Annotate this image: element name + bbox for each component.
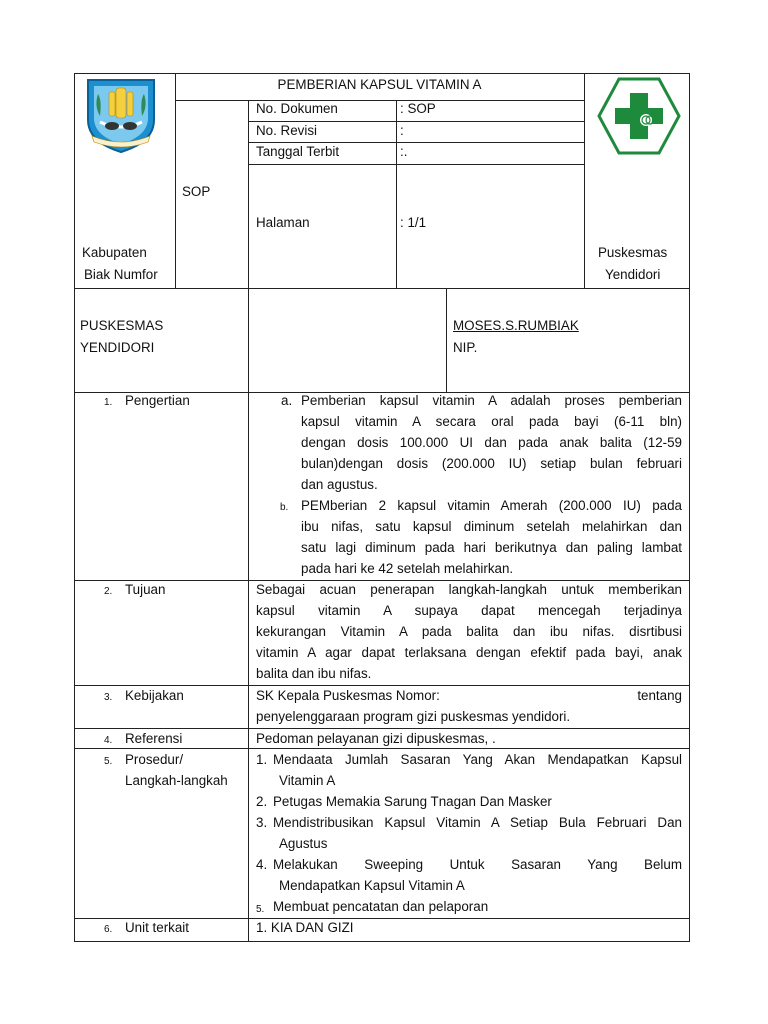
document-title: PEMBERIAN KAPSUL VITAMIN A [277, 77, 482, 92]
puskesmas-caption-2: Yendidori [605, 267, 661, 282]
section-5-label-2: Langkah-langkah [125, 773, 228, 788]
tujuan-line-5: balita dan ibu nifas. [256, 666, 372, 681]
halaman-value: : 1/1 [400, 215, 427, 230]
pengertian-b-line-3: satu lagi diminum pada hari berikutnya dan paling lambat [301, 540, 682, 555]
pengertian-a-line-3: dengan dosis 100.000 UI dan pada anak balita (12-59 [301, 435, 682, 450]
kebijakan-line-2: penyelenggaraan program gizi puskesmas yendidori. [256, 709, 571, 724]
section-6-number: 6. [104, 924, 113, 935]
kebijakan-line-1-left: SK Kepala Puskesmas Nomor: [256, 688, 440, 703]
prosedur-item-2-line-1: Petugas Memakia Sarung Tnagan Dan Masker [273, 794, 552, 809]
pengertian-a-line-5: dan agustus. [301, 477, 378, 492]
prosedur-item-4-number: 4. [256, 857, 268, 872]
section-5-number: 5. [104, 756, 113, 767]
pengertian-b-line-1: PEMberian 2 kapsul vitamin Amerah (200.000 IU) pada [301, 498, 682, 513]
section-1-label: Pengertian [125, 393, 190, 408]
tujuan-line-2: kapsul vitamin A supaya dapat mencegah terjadinya [256, 603, 682, 618]
signature-left-1: PUSKESMAS [80, 318, 164, 333]
section-6-label: Unit terkait [125, 920, 189, 935]
pengertian-b-line-2: ibu nifas, satu kapsul diminum setelah melahirkan dan [301, 519, 682, 534]
kabupaten-caption-2: Biak Numfor [84, 267, 158, 282]
referensi-text: Pedoman pelayanan gizi dipuskesmas, . [256, 731, 496, 746]
prosedur-item-3-number: 3. [256, 815, 268, 830]
section-2-label: Tujuan [125, 582, 166, 597]
prosedur-item-3-line-2: Agustus [279, 836, 328, 851]
sop-label: SOP [182, 184, 211, 199]
prosedur-item-4-line-2: Mendapatkan Kapsul Vitamin A [279, 878, 465, 893]
section-3-number: 3. [104, 692, 113, 703]
no-dokumen-value: : SOP [400, 101, 436, 116]
kabupaten-caption-1: Kabupaten [82, 245, 147, 260]
no-dokumen-label: No. Dokumen [256, 101, 338, 116]
pengertian-b-line-4: pada hari ke 42 setelah melahirkan. [301, 561, 514, 576]
kabupaten-logo-icon [82, 76, 160, 154]
halaman-label: Halaman [256, 215, 310, 230]
section-3-label: Kebijakan [125, 688, 184, 703]
tujuan-line-3: kekurangan Vitamin A pada balita dan ibu nifas. disrtibusi [256, 624, 682, 639]
pengertian-b-marker: b. [280, 502, 289, 513]
pengertian-a-line-4: bulan)dengan dosis (200.000 IU) setiap bulan februari [301, 456, 682, 471]
no-revisi-value: : [400, 123, 404, 138]
section-4-label: Referensi [125, 731, 183, 746]
pengertian-a-line-2: kapsul vitamin A secara oral pada bayi (6-11 bln) [301, 414, 682, 429]
prosedur-item-1-line-2: Vitamin A [279, 773, 336, 788]
prosedur-item-3-line-1: Mendistribusikan Kapsul Vitamin A Setiap Bula Februari Dan [273, 815, 682, 830]
prosedur-item-1-number: 1. [256, 752, 268, 767]
prosedur-item-1-line-1: Mendaata Jumlah Sasaran Yang Akan Mendapatkan Kapsul [273, 752, 682, 767]
prosedur-item-5-number: 5. [256, 904, 265, 915]
section-2-number: 2. [104, 586, 113, 597]
prosedur-item-4-line-1: Melakukan Sweeping Untuk Sasaran Yang Belum [273, 857, 682, 872]
tanggal-terbit-value: :. [400, 144, 408, 159]
tanggal-terbit-label: Tanggal Terbit [256, 144, 340, 159]
puskesmas-logo-icon [595, 76, 683, 156]
section-1-number: 1. [104, 397, 113, 408]
signatory-nip: NIP. [453, 340, 478, 355]
puskesmas-caption-1: Puskesmas [598, 245, 668, 260]
tujuan-line-4: vitamin A agar dapat terlaksana dengan efektif pada bayi, anak [256, 645, 682, 660]
signatory-name: MOSES.S.RUMBIAK [453, 318, 579, 333]
kebijakan-line-1-right: tentang [637, 688, 682, 703]
tujuan-line-1: Sebagai acuan penerapan langkah-langkah untuk memberikan [256, 582, 682, 597]
no-revisi-label: No. Revisi [256, 123, 318, 138]
signature-left-2: YENDIDORI [80, 340, 155, 355]
section-5-label-1: Prosedur/ [125, 752, 184, 767]
section-4-number: 4. [104, 735, 113, 746]
pengertian-a-marker: a. [281, 393, 293, 408]
prosedur-item-5-line-1: Membuat pencatatan dan pelaporan [273, 899, 489, 914]
pengertian-a-line-1: Pemberian kapsul vitamin A adalah proses pemberian [301, 393, 682, 408]
unit-terkait-text: 1. KIA DAN GIZI [256, 920, 354, 935]
prosedur-item-2-number: 2. [256, 794, 268, 809]
